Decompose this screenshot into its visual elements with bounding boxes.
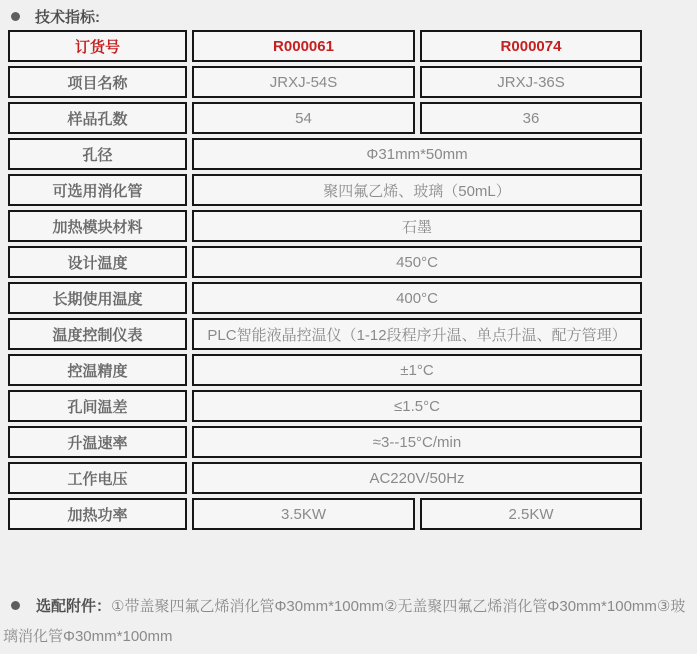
section-header [0, 6, 697, 26]
table-row [8, 318, 642, 350]
accessories-label: 选配附件： [36, 598, 112, 615]
spec-value: 450°C [192, 246, 642, 278]
table-row [8, 210, 642, 242]
accessories-text: ①带盖聚四氟乙烯消化管Φ30mm*100mm②无盖聚四氟乙烯消化管Φ30mm*100mm③玻璃消化管Φ30mm*100mm [3, 598, 686, 645]
spec-value: 400°C [192, 282, 642, 314]
spec-label: 加热功率 [8, 498, 187, 530]
spec-label: 样品孔数 [8, 102, 187, 134]
spec-value: JRXJ-36S [420, 66, 642, 98]
spec-table-body [8, 30, 642, 530]
table-row [8, 174, 642, 206]
table-row [8, 102, 642, 134]
spec-value: ≤1.5°C [192, 390, 642, 422]
bullet-icon [11, 601, 20, 610]
spec-label: 控温精度 [8, 354, 187, 386]
spec-label: 温度控制仪表 [8, 318, 187, 350]
spec-value: R000061 [192, 30, 415, 62]
table-row [8, 282, 642, 314]
table-row [8, 390, 642, 422]
spec-label: 孔间温差 [8, 390, 187, 422]
spec-value: ≈3--15°C/min [192, 426, 642, 458]
spec-value: 2.5KW [420, 498, 642, 530]
spec-table [3, 26, 647, 534]
table-row [8, 246, 642, 278]
spec-value: 石墨 [192, 210, 642, 242]
spec-value: 36 [420, 102, 642, 134]
spec-label: 孔径 [8, 138, 187, 170]
spec-label: 可选用消化管 [8, 174, 187, 206]
spec-label: 长期使用温度 [8, 282, 187, 314]
spec-label: 工作电压 [8, 462, 187, 494]
spec-value: 聚四氟乙烯、玻璃（50mL） [192, 174, 642, 206]
spec-label: 项目名称 [8, 66, 187, 98]
spec-label: 订货号 [8, 30, 187, 62]
accessories-note [3, 592, 691, 652]
spec-label: 设计温度 [8, 246, 187, 278]
spec-value: 54 [192, 102, 415, 134]
table-row [8, 30, 642, 62]
spec-value: JRXJ-54S [192, 66, 415, 98]
spec-value: Φ31mm*50mm [192, 138, 642, 170]
spec-value: 3.5KW [192, 498, 415, 530]
spec-label: 加热模块材料 [8, 210, 187, 242]
spec-label: 升温速率 [8, 426, 187, 458]
table-row [8, 462, 642, 494]
table-row [8, 498, 642, 530]
spec-value: ±1°C [192, 354, 642, 386]
spec-value: PLC智能液晶控温仪（1-12段程序升温、单点升温、配方管理） [192, 318, 642, 350]
table-row [8, 138, 642, 170]
table-row [8, 426, 642, 458]
bullet-icon [11, 12, 20, 21]
table-row [8, 354, 642, 386]
spec-value: R000074 [420, 30, 642, 62]
table-row [8, 66, 642, 98]
spec-value: AC220V/50Hz [192, 462, 642, 494]
section-title: 技术指标: [35, 8, 100, 26]
